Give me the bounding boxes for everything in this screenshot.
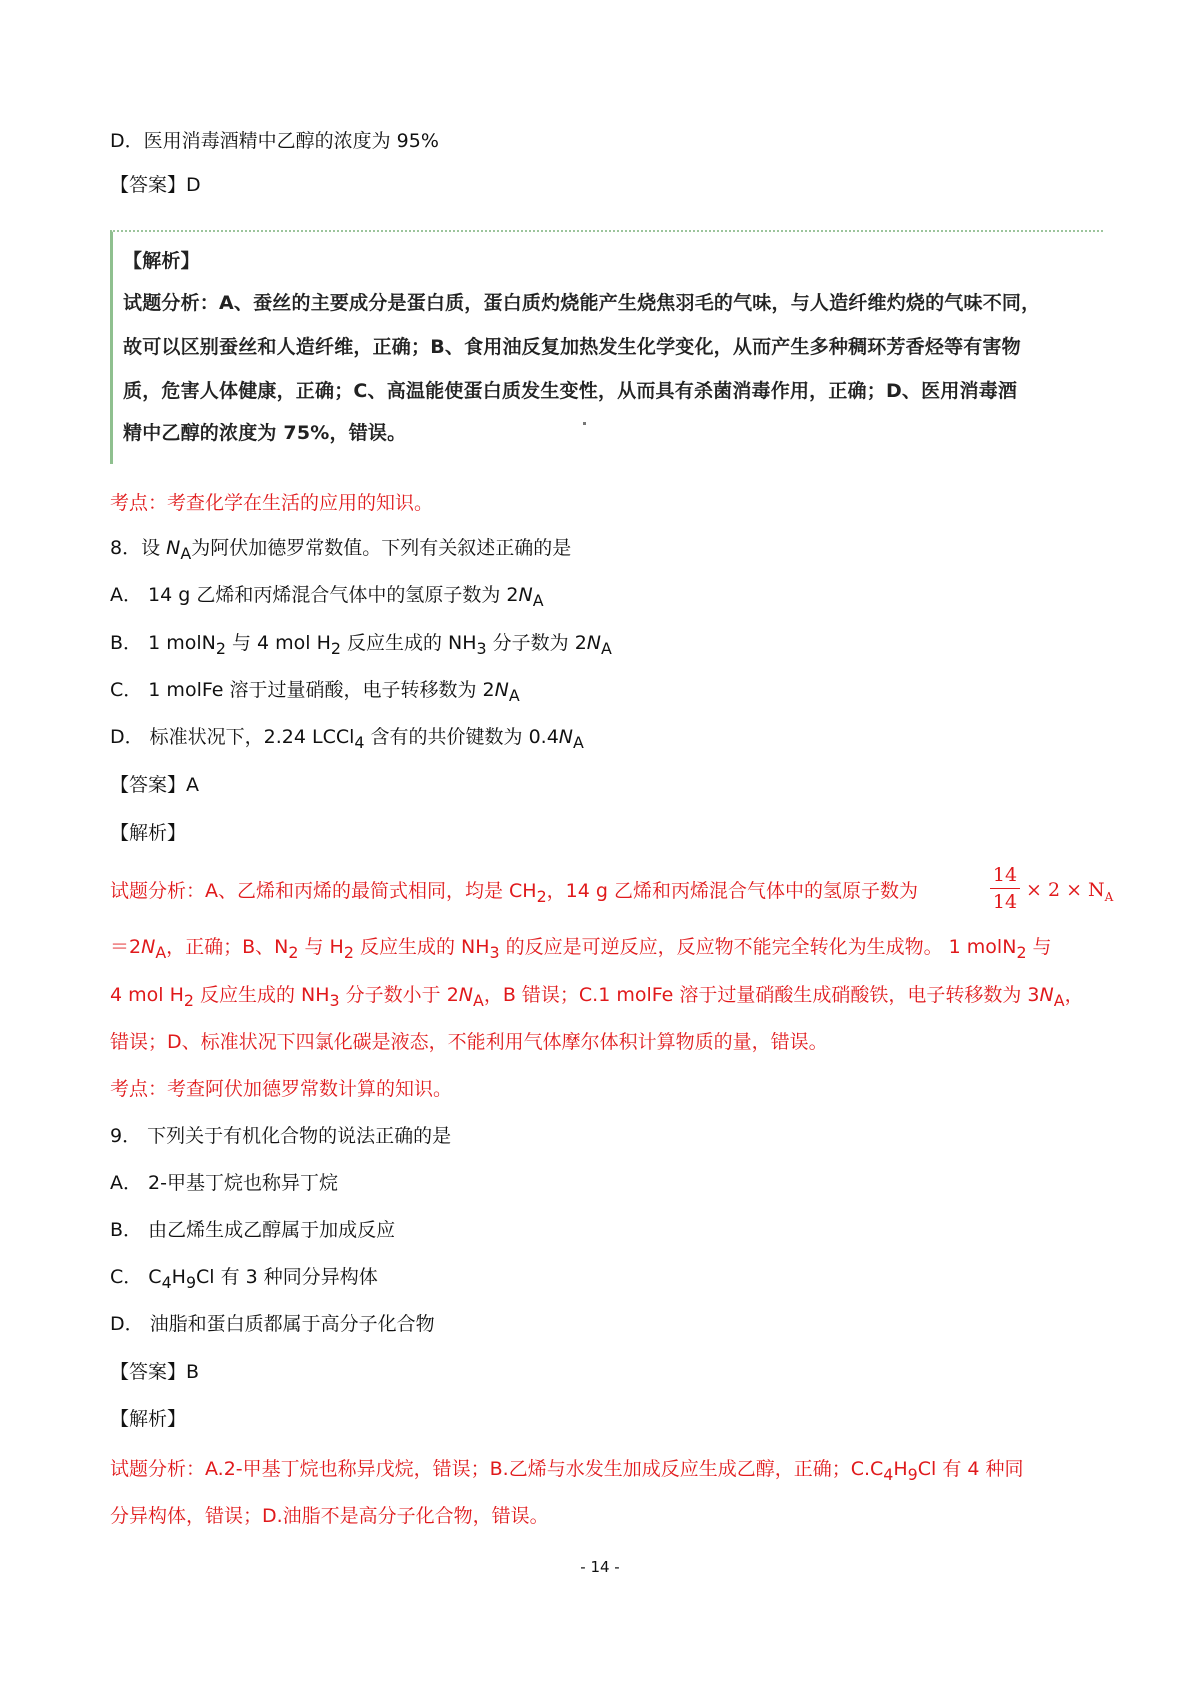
prev-kaodian: 考点：考查化学在生活的应用的知识。 <box>110 492 434 514</box>
q8-analysis-line: 4 mol $H_2$ 反应生成的 $NH_3$ 分子数小于 $2N_A$，B 错误；C.1 molFe 溶于过量硝酸生成硝酸铁，电子转移数为 $3N_A$， <box>110 984 1084 1010</box>
prev-option-d: D．医用消毒酒精中乙醇的浓度为 95% <box>110 130 439 152</box>
q8-analysis-line: 错误；D、标准状况下四氯化碳是液态，不能利用气体摩尔体积计算物质的量，错误。 <box>110 1031 828 1053</box>
analysis-box-line: 精中乙醇的浓度为 75%，错误。 <box>123 422 407 444</box>
stray-dot <box>583 422 586 425</box>
analysis-box-line: 故可以区别蚕丝和人造纤维，正确；B、食用油反复加热发生化学变化，从而产生多种稠环芳香烃等有害物 <box>123 336 1021 358</box>
q8-analysis-title: 【解析】 <box>110 822 187 844</box>
q9-option-a: A． 2-甲基丁烷也称异丁烷 <box>110 1172 338 1194</box>
q9-option-d: D． 油脂和蛋白质都属于高分子化合物 <box>110 1313 435 1335</box>
q9-analysis-title: 【解析】 <box>110 1408 187 1430</box>
analysis-image-box <box>110 230 1103 464</box>
q8-answer: 【答案】A <box>110 774 199 796</box>
analysis-box-line: 质，危害人体健康，正确；C、高温能使蛋白质发生变性，从而具有杀菌消毒作用，正确；D、医用消毒酒 <box>123 380 1018 402</box>
analysis-box-line: 试题分析：A、蚕丝的主要成分是蛋白质，蛋白质灼烧能产生烧焦羽毛的气味，与人造纤维灼烧的气味不同， <box>123 292 1041 314</box>
q8-option-b: B． 1 molN$_2$ 与 4 mol $H_2$ 反应生成的 $NH_3$ 分子数为 $2N_A$ <box>110 632 612 658</box>
q8-option-d: D． 标准状况下，2.24 LCCl$_4$ 含有的共价键数为 $0.4N_A$ <box>110 726 584 752</box>
q9-analysis-line: 分异构体，错误；D.油脂不是高分子化合物，错误。 <box>110 1505 549 1527</box>
fraction-multiplier: × $2 \times N_A$ <box>1026 879 1114 904</box>
q9-option-b: B． 由乙烯生成乙醇属于加成反应 <box>110 1219 396 1241</box>
q8-analysis-line: 试题分析：A、乙烯和丙烯的最简式相同，均是 $CH_2$，14 g 乙烯和丙烯混合气体中的氢原子数为 <box>110 880 918 906</box>
q8-stem: 8．设 $N_A$为阿伏加德罗常数值。下列有关叙述正确的是 <box>110 537 572 563</box>
q8-analysis-line: $=2N_A$，正确；B、$N_2$ 与 $H_2$ 反应生成的 $NH_3$ 的反应是可逆反应，反应物不能完全转化为生成物。 1 molN$_2$ 与 <box>110 936 1052 962</box>
fraction-14-14: 14 14 <box>990 864 1020 913</box>
q9-answer: 【答案】B <box>110 1361 200 1383</box>
q8-option-c: C． 1 molFe 溶于过量硝酸，电子转移数为 $2N_A$ <box>110 679 520 705</box>
q9-analysis-line: 试题分析：A.2-甲基丁烷也称异戊烷，错误；B.乙烯与水发生加成反应生成乙醇，正确；$C.C_4H_9Cl$ 有 4 种同 <box>110 1458 1024 1484</box>
prev-answer: 【答案】D <box>110 174 201 196</box>
q8-option-a: A． 14 g 乙烯和丙烯混合气体中的氢原子数为 $2N_A$ <box>110 584 544 610</box>
page-number: - 14 - <box>580 1558 620 1576</box>
q9-option-c: C． $C_4H_9Cl$ 有 3 种同分异构体 <box>110 1266 378 1292</box>
q9-stem: 9． 下列关于有机化合物的说法正确的是 <box>110 1125 452 1147</box>
q8-kaodian: 考点：考查阿伏加德罗常数计算的知识。 <box>110 1078 453 1100</box>
analysis-box-title: 【解析】 <box>123 250 200 272</box>
